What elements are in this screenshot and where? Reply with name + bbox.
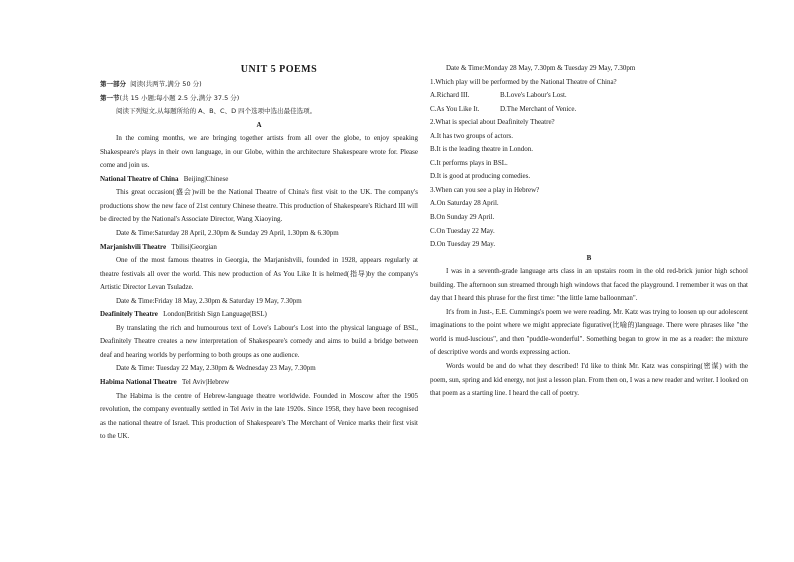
passage-a-intro: In the coming months, we are bringing together artists from all over the globe, to enjoy speaking Shakespeare's plays in their own language, in our Globe, within the architecture Shakespeare wrote for. Please come and join us. (100, 134, 418, 170)
theatre-name: Habima National Theatre (100, 378, 177, 387)
page-title: UNIT 5 POEMS (240, 64, 318, 75)
theatre-place: Tel Aviv|Hebrew (182, 378, 230, 387)
theatre-name: Marjanishvili Theatre (100, 242, 167, 251)
theatre-place: London|British Sign Language(BSL) (163, 310, 267, 319)
option-b: B.It is the leading theatre in London. (430, 145, 534, 154)
option-c: C.As You Like It. (430, 104, 480, 113)
option-b: B.Love's Labour's Lost. (500, 91, 567, 100)
option-d: D.On Tuesday 29 May. (430, 240, 496, 249)
theatre-desc: One of the most famous theatres in Georgia, the Marjanishvili, founded in 1928, appears regularly at theatre festivals all over the world. This new production of As You Like It is helmed(指导)by the company's Artistic Director Levan Tsuladze. (100, 256, 418, 292)
theatre-heading (100, 241, 418, 255)
theatre-dates: Date & Time:Saturday 28 April, 2.30pm & Sunday 29 April, 1.30pm & 6.30pm (116, 229, 339, 238)
instruction: 阅读下列短文,从每题所给的 A、B、C、D 四个选项中选出最佳选项。 (116, 107, 317, 116)
left-column (100, 62, 418, 444)
theatre-heading (100, 308, 418, 322)
option-b: B.On Sunday 29 April. (430, 213, 495, 222)
question: 1.Which play will be performed by the National Theatre of China? (430, 77, 617, 86)
part-text: 阅读(共两节,满分 50 分) (130, 80, 202, 88)
question: 3.When can you see a play in Hebrew? (430, 185, 540, 194)
right-column (430, 62, 748, 401)
passage-a-letter: A (256, 120, 262, 129)
section-label: 第一节 (100, 93, 120, 102)
section-text: (共 15 小题;每小题 2.5 分,满分 37.5 分) (119, 93, 240, 102)
question: 2.What is special about Deafinitely Theatre? (430, 118, 555, 127)
theatre-desc: The Habima is the centre of Hebrew-language theatre worldwide. Founded in Moscow after the 1905 revolution, the company eventually settled in Tel Aviv in the late 1920s. Since 1958, they have been recognised as the national theatre of Israel. This production of Shakespeare's The Merchant of Venice marks their first visit to the UK. (100, 391, 418, 441)
theatre-name: Deafinitely Theatre (100, 310, 158, 319)
theatre-place: Beijing|Chinese (183, 174, 229, 183)
passage-b-paragraph: I was in a seventh-grade language arts class in an upstairs room in the old red-brick junior high school building. The afternoon sun streamed through high windows that faced the playground. I remember it was on that day that I heard this phrase for the first time: "the little lame balloonman". (430, 267, 748, 303)
theatre-dates: Date & Time:Friday 18 May, 2.30pm & Saturday 19 May, 7.30pm (116, 296, 302, 305)
option-a: A.On Saturday 28 April. (430, 199, 499, 208)
theatre-desc: By translating the rich and humourous text of Love's Labour's Lost into the physical language of BSL, Deafinitely Theatre creates a new interpretation of Shakespeare's comedy and aims to build a bridge between deaf and hearing worlds by performing to both groups as one audience. (100, 323, 418, 359)
option-a: A.It has two groups of actors. (430, 131, 514, 140)
theatre-place: Tbilisi|Georgian (171, 242, 217, 251)
theatre-dates: Date & Time:Monday 28 May, 7.30pm & Tuesday 29 May, 7.30pm (446, 64, 636, 72)
option-d: D.The Merchant of Venice. (500, 104, 577, 113)
section-heading (100, 92, 418, 106)
theatre-heading (100, 376, 418, 390)
theatre-dates: Date & Time: Tuesday 22 May, 2.30pm & Wednesday 23 May, 7.30pm (116, 364, 316, 373)
passage-b-paragraph: It's from in Just-, E.E. Cummings's poem we were reading. Mr. Katz was trying to loosen up our adolescent imaginations to the point where we might appreciate figurative(比喻的)language. There were phrases like "the world is mud-luscious", and then "puddle-wonderful". Something began to grow in me as a reader: the mixture of descriptive words and words expressing action. (430, 307, 748, 357)
options-row (430, 89, 748, 103)
option-c: C.On Tuesday 22 May. (430, 226, 495, 235)
option-c: C.It performs plays in BSL. (430, 158, 508, 167)
passage-b-letter: B (586, 253, 592, 262)
theatre-desc: This great occasion(盛会)will be the National Theatre of China's first visit to the UK. The company's productions show the new face of 21st century Chinese theatre. This production of Shakespeare's Richard III will be directed by the National's Associate Director, Wang Xiaoying. (100, 188, 418, 224)
theatre-name: National Theatre of China (100, 174, 179, 183)
theatre-heading (100, 173, 418, 187)
part-label: 第一部分 (100, 80, 126, 88)
part-heading (100, 78, 418, 92)
option-a: A.Richard III. (430, 91, 470, 100)
options-row (430, 103, 748, 117)
passage-b-paragraph: Words would be and do what they described! I'd like to think Mr. Katz was conspiring(密谋) with the poem, sun, spring and kid energy, not just a lesson plan. From then on, I was a new reader and writer. I looked on that poem as a starting line. I heard the call of poetry. (430, 362, 748, 398)
option-d: D.It is good at producing comedies. (430, 172, 531, 181)
